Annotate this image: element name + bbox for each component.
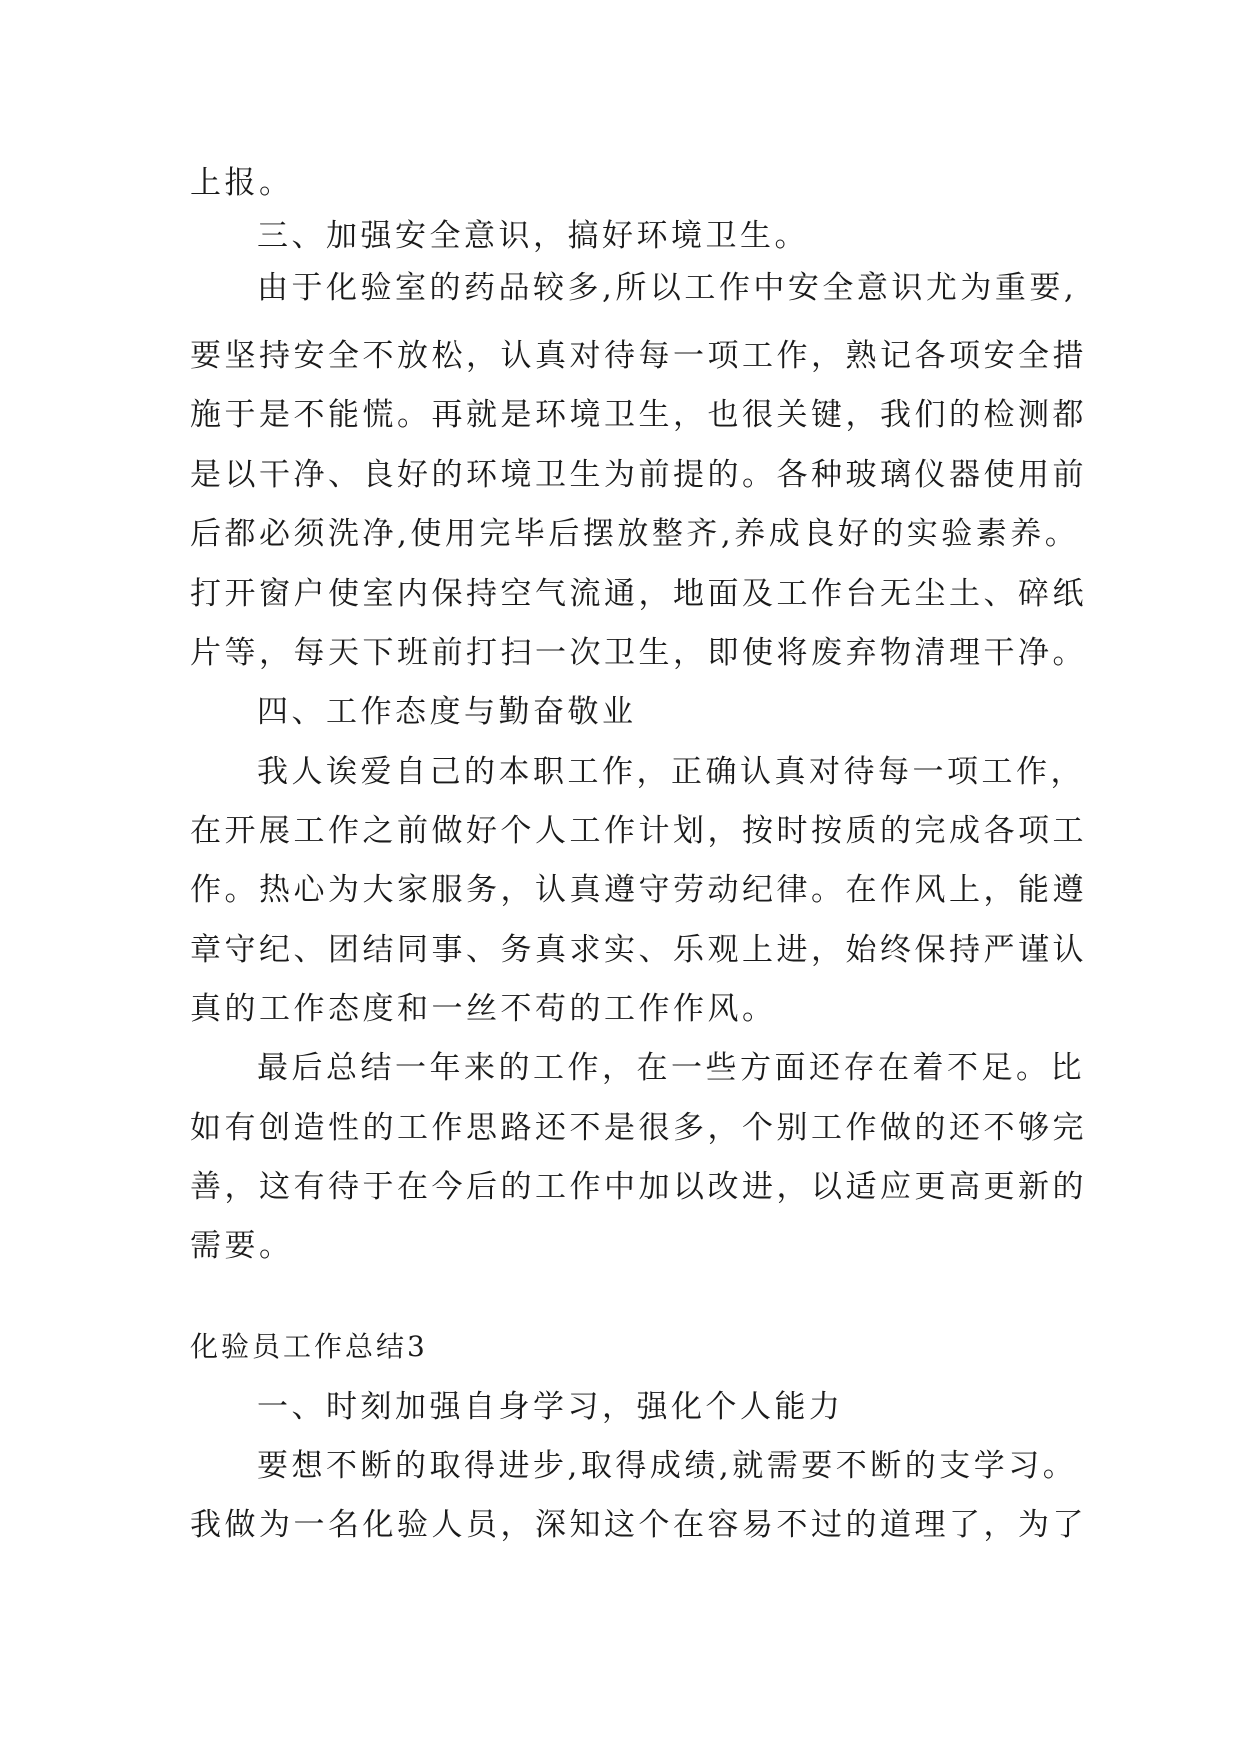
text-line: 真的工作态度和一丝不苟的工作作风。 <box>190 991 777 1027</box>
text-line: 如有创造性的工作思路还不是很多，个别工作做的还不够完 <box>190 1110 1087 1146</box>
text-line: 一、时刻加强自身学习，强化个人能力 <box>257 1389 844 1425</box>
text-line: 章守纪、团结同事、务真求实、乐观上进，始终保持严谨认 <box>190 932 1087 968</box>
text-line: 片等，每天下班前打扫一次卫生，即使将废弃物清理干净。 <box>190 635 1087 671</box>
text-line: 善，这有待于在今后的工作中加以改进，以适应更高更新的 <box>190 1169 1087 1205</box>
text-line: 要想不断的取得进步,取得成绩,就需要不断的支学习。 <box>257 1448 1078 1484</box>
text-line: 四、工作态度与勤奋敬业 <box>257 694 637 730</box>
text-line: 施于是不能慌。再就是环境卫生，也很关键，我们的检测都 <box>190 397 1087 433</box>
text-line: 打开窗户使室内保持空气流通，地面及工作台无尘土、碎纸 <box>190 576 1087 612</box>
text-line: 我人诶爱自己的本职工作，正确认真对待每一项工作， <box>257 754 1085 790</box>
text-line: 在开展工作之前做好个人工作计划，按时按质的完成各项工 <box>190 813 1087 849</box>
text-line: 要坚持安全不放松，认真对待每一项工作，熟记各项安全措 <box>190 338 1087 374</box>
section-heading: 化验员工作总结3 <box>190 1330 428 1363</box>
text-line: 最后总结一年来的工作，在一些方面还存在着不足。比 <box>257 1050 1085 1086</box>
text-line: 上报。 <box>190 165 294 201</box>
text-line: 三、加强安全意识，搞好环境卫生。 <box>257 218 809 254</box>
text-line: 需要。 <box>190 1228 294 1264</box>
text-line: 我做为一名化验人员，深知这个在容易不过的道理了，为了 <box>190 1507 1087 1543</box>
text-line: 由于化验室的药品较多,所以工作中安全意识尤为重要, <box>257 270 1078 306</box>
text-line: 作。热心为大家服务，认真遵守劳动纪律。在作风上，能遵 <box>190 872 1087 908</box>
text-line: 后都必须洗净,使用完毕后摆放整齐,养成良好的实验素养。 <box>190 516 1080 552</box>
text-line: 是以干净、良好的环境卫生为前提的。各种玻璃仪器使用前 <box>190 457 1087 493</box>
